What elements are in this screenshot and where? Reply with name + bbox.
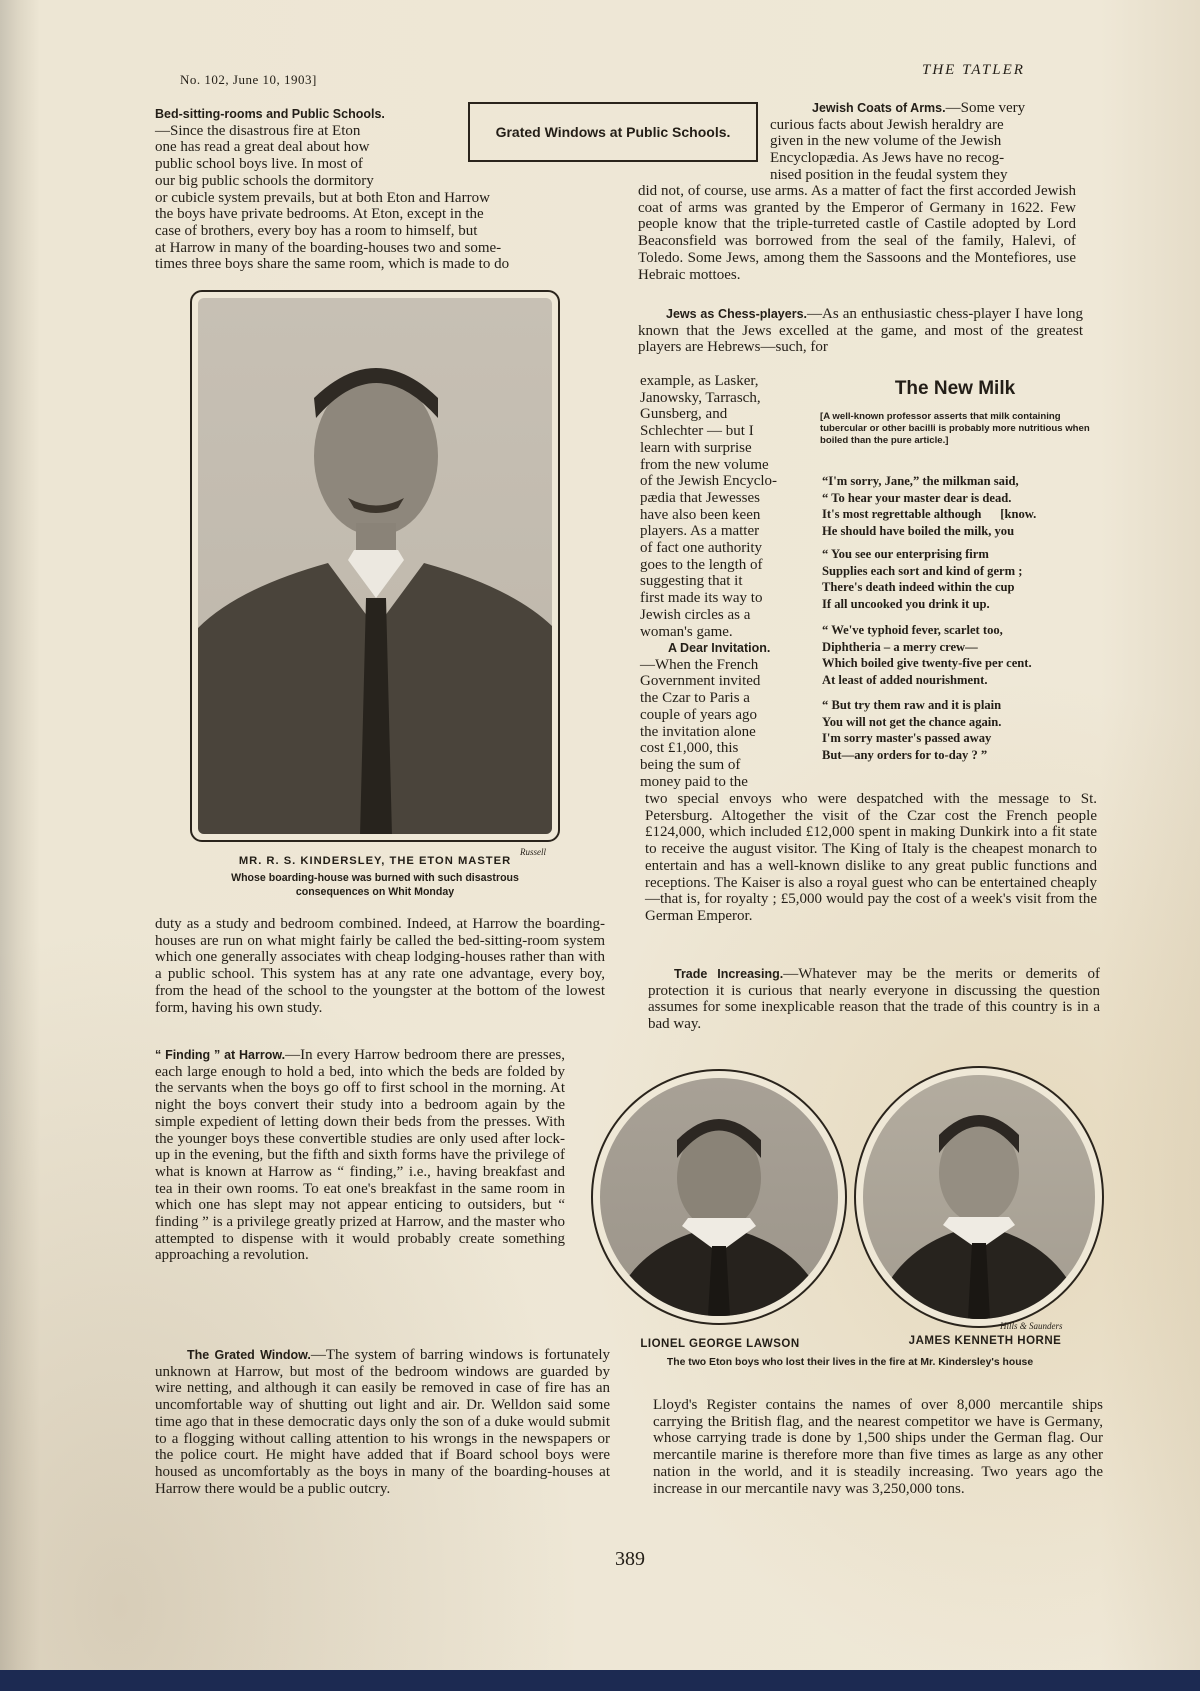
trade-increasing-paragraph <box>648 966 1100 1033</box>
invitation-line: the invitation alone <box>640 723 756 740</box>
boys-caption: The two Eton boys who lost their lives in the fire at Mr. Kindersley's house <box>666 1357 1034 1368</box>
p1-line-8: times three boys share the same room, which is made to do <box>155 256 510 273</box>
chess-line: suggesting that it <box>640 573 743 590</box>
coats-line-1: curious facts about Jewish heraldry are <box>770 116 1004 133</box>
invitation-line: Government invited <box>640 673 761 690</box>
poem-line: He should have boiled the milk, you <box>822 524 1015 539</box>
poem-line: “ We've typhoid fever, scarlet too, <box>822 623 1003 637</box>
p1-line-3: our big public schools the dormitory <box>155 172 374 189</box>
lawson-portrait <box>591 1069 847 1325</box>
coats-line-0: —Some very <box>945 100 1026 116</box>
invitation-line: money paid to the <box>640 773 748 790</box>
invitation-lead: A Dear Invitation. <box>668 641 771 655</box>
coats-lead: Jewish Coats of Arms. <box>812 101 946 115</box>
grated-windows-heading: Grated Windows at Public Schools. <box>495 124 731 140</box>
bed-sitting-lead: Bed-sitting-rooms and Public Schools. <box>155 107 385 121</box>
page-bottom-edge <box>0 1670 1200 1691</box>
p1-line-5: the boys have private bedrooms. At Eton, except in the <box>155 206 484 223</box>
poem-line: “ To hear your master dear is dead. <box>822 490 1012 505</box>
p1-line-0: —Since the disastrous fire at Eton <box>155 122 361 139</box>
poem-line: There's death indeed within the cup <box>822 580 1015 595</box>
dear-invitation-rest: two special envoys who were despatched with the message to St. Petersburg. Altogether the visit of the Czar cost the French people £124,000, which included £12,000 spent in making Dunkirk into a fit state to receive the august visitor. The King of Italy is the cheapest monarch to entertain and has a well-known dislike to any great public functions and receptions. The Kaiser is also a royal guest who can be entertained cheaply—that is, for royalty ; £5,000 would pay the cost of a week's visit from the German Emperor. <box>645 791 1097 924</box>
poem-line: “ You see our enterprising firm <box>822 547 989 561</box>
chess-line: pædia that Jewesses <box>640 489 760 506</box>
grated-windows-heading-box <box>468 102 758 162</box>
finding-body: —In every Harrow bedroom there are presses, each large enough to hold a bed, into which the beds are folded by the servants when the boys go off to first school in the morning. At night the boys convert their study into a bedroom again by the simple expedient of letting down their beds from the presses. With the younger boys these convertible studies are only used after lock-up in the evening, but the fifth and sixth forms have the privilege of what is known at Harrow as “ finding,” i.e., having breakfast and tea in their own rooms. To eat one's breakfast in the same room in which one has slept may not appear enticing to outsiders, but “ finding ” is a privilege greatly prized at Harrow, and the master who attempted to dispense with it would probably create something approaching a revolution. <box>155 1047 565 1264</box>
poem-stanza-4 <box>822 697 1092 764</box>
portrait-credit: Russell <box>520 847 546 857</box>
poem-line: “I'm sorry, Jane,” the milkman said, <box>822 474 1019 488</box>
chess-line: Janowsky, Tarrasch, <box>640 389 761 406</box>
bed-sitting-continued: duty as a study and bedroom combined. Indeed, at Harrow the boarding-houses are run on what might fairly be called the bed-sitting-room system which one generally associates with cheap lodging-houses rather than with a public school. This system has at any rate one advantage, every boy, from the head of the school to the youngster at the bottom of the lowest form, having his own study. <box>155 916 605 1016</box>
poem-line: Supplies each sort and kind of germ ; <box>822 563 1023 578</box>
portrait-name: MR. R. S. KINDERSLEY, THE ETON MASTER <box>238 855 512 867</box>
grated-window-lead: The Grated Window. <box>187 1348 311 1362</box>
horne-portrait <box>854 1066 1104 1328</box>
trade-lead: Trade Increasing. <box>674 967 784 981</box>
masthead: THE TATLER <box>922 62 1025 78</box>
horne-name: JAMES KENNETH HORNE <box>908 1335 1062 1347</box>
poem-stanza-2 <box>822 546 1092 613</box>
finding-at-harrow-paragraph <box>155 1047 565 1264</box>
chess-line: goes to the length of <box>640 556 763 573</box>
chess-line: woman's game. <box>640 623 733 640</box>
poem-line: If all uncooked you drink it up. <box>822 597 990 612</box>
chess-line: Schlechter — but I <box>640 423 754 440</box>
chess-line: learn with surprise <box>640 439 752 456</box>
kindersley-portrait <box>190 290 560 842</box>
poem-line: But—any orders for to-day ? ” <box>822 748 988 763</box>
poem-line: At least of added nourishment. <box>822 673 988 688</box>
p1-line-6: case of brothers, every boy has a room to himself, but <box>155 222 478 239</box>
poem-line: Which boiled give twenty-five per cent. <box>822 656 1032 671</box>
chess-line: from the new volume <box>640 456 769 473</box>
grated-window-body: —The system of barring windows is fortunately unknown at Harrow, but most of the bedroom windows are guarded by wire netting, and although it can easily be removed in case of fire has an uncomfortable way of shutting out light and air. Dr. Welldon said some time ago that in these democratic days only the son of a duke would submit to a flogging without calling attention to his wrongs in the newspapers or the police court. He might have added that if Board school boys were housed as uncomfortably as the boys in many of the boarding-houses at Harrow there would be a public outcry. <box>155 1347 610 1497</box>
invitation-line: being the sum of <box>640 756 741 773</box>
p1-line-4: or cubicle system prevails, but at both Eton and Harrow <box>155 189 490 206</box>
chess-players-top <box>638 306 1083 356</box>
finding-lead: “ Finding ” at Harrow. <box>155 1048 286 1062</box>
lawson-name: LIONEL GEORGE LAWSON <box>640 1338 800 1350</box>
p1-line-7: at Harrow in many of the boarding-houses two and some- <box>155 239 502 256</box>
poem-line: I'm sorry master's passed away <box>822 731 992 746</box>
new-milk-note: [A well-known professor asserts that milk containing tubercular or other bacilli is probably more nutritious when boiled than the pure article.] <box>820 411 1090 446</box>
coats-rest: did not, of course, use arms. As a matter of fact the first accorded Jewish coat of arms was granted by the Emperor of Germany in 1622. Few people know that the triple-turreted castle of Castile adopted by Lord Beaconsfield was borrowed from the seal of the family, Halevi, of Toledo. Some Jews, among them the Sassoons and the Montefiores, use Hebraic mottoes. <box>638 183 1076 283</box>
page-number: 389 <box>615 1548 645 1570</box>
horne-figure <box>863 1075 1095 1319</box>
p1-line-2: public school boys live. In most of <box>155 156 363 173</box>
poem-stanza-3 <box>822 622 1092 689</box>
trade-body: —Whatever may be the merits or demerits of protection it is curious that nearly everyone in discussing the question assumes for some inexplicable reason that the trade of this country is in a bad way. <box>648 966 1100 1033</box>
lawson-figure <box>600 1078 838 1316</box>
poem-line: You will not get the chance again. <box>822 714 1002 729</box>
coats-line-2: given in the new volume of the Jewish <box>770 133 1002 150</box>
issue-line: No. 102, June 10, 1903] <box>180 72 317 87</box>
invitation-line: the Czar to Paris a <box>640 690 750 707</box>
portrait-sub-2: consequences on Whit Monday <box>295 886 455 898</box>
chess-line: have also been keen <box>640 506 761 523</box>
invitation-line: couple of years ago <box>640 706 758 723</box>
portrait-figure <box>198 298 552 834</box>
poem-line: “ But try them raw and it is plain <box>822 698 1002 712</box>
boys-photo-credit: Hills & Saunders <box>1000 1321 1063 1331</box>
chess-top: —As an enthusiastic chess-player I have long known that the Jews excelled at the game, and most of the greatest players are Hebrews—such, for <box>638 306 1083 356</box>
p1-line-1: one has read a great deal about how <box>155 139 370 156</box>
invitation-line: —When the French <box>640 656 759 673</box>
chess-line: of the Jewish Encyclo- <box>640 473 778 490</box>
chess-line: of fact one authority <box>640 540 763 557</box>
grated-window-paragraph <box>155 1347 610 1497</box>
chess-line: example, as Lasker, <box>640 373 759 389</box>
invitation-line: cost £1,000, this <box>640 740 739 757</box>
portrait-photo <box>198 298 552 834</box>
chess-line: first made its way to <box>640 590 763 607</box>
poem-line: Diphtheria – a merry crew— <box>822 639 978 654</box>
chess-lead: Jews as Chess-players. <box>666 307 807 321</box>
coats-line-3: Encyclopædia. As Jews have no recog- <box>770 150 1005 167</box>
horne-photo <box>863 1075 1095 1319</box>
chess-line: Jewish circles as a <box>640 606 751 623</box>
chess-line: players. As a matter <box>640 523 760 540</box>
chess-line: Gunsberg, and <box>640 406 728 423</box>
jewish-coats-paragraph <box>770 100 1075 184</box>
lawson-photo <box>600 1078 838 1316</box>
new-milk-title: The New Milk <box>894 378 1016 399</box>
portrait-sub-1: Whose boarding-house was burned with such disastrous <box>231 872 519 884</box>
poem-line: It's most regrettable although [know. <box>822 507 1037 522</box>
lloyds-register-paragraph: Lloyd's Register contains the names of over 8,000 mercantile ships carrying the British flag, and the nearest competitor we have is Germany, whose carrying trade is done by 1,500 ships under the German flag. Our mercantile marine is therefore more than five times as large as any other nation in the world, and it is steadily increasing. Two years ago the increase in our mercantile navy was 3,250,000 tons. <box>653 1397 1103 1497</box>
coats-line-4: nised position in the feudal system they <box>770 166 1008 183</box>
poem-stanza-1 <box>822 473 1092 540</box>
chess-players-column <box>640 373 802 640</box>
dear-invitation-column <box>640 640 802 790</box>
